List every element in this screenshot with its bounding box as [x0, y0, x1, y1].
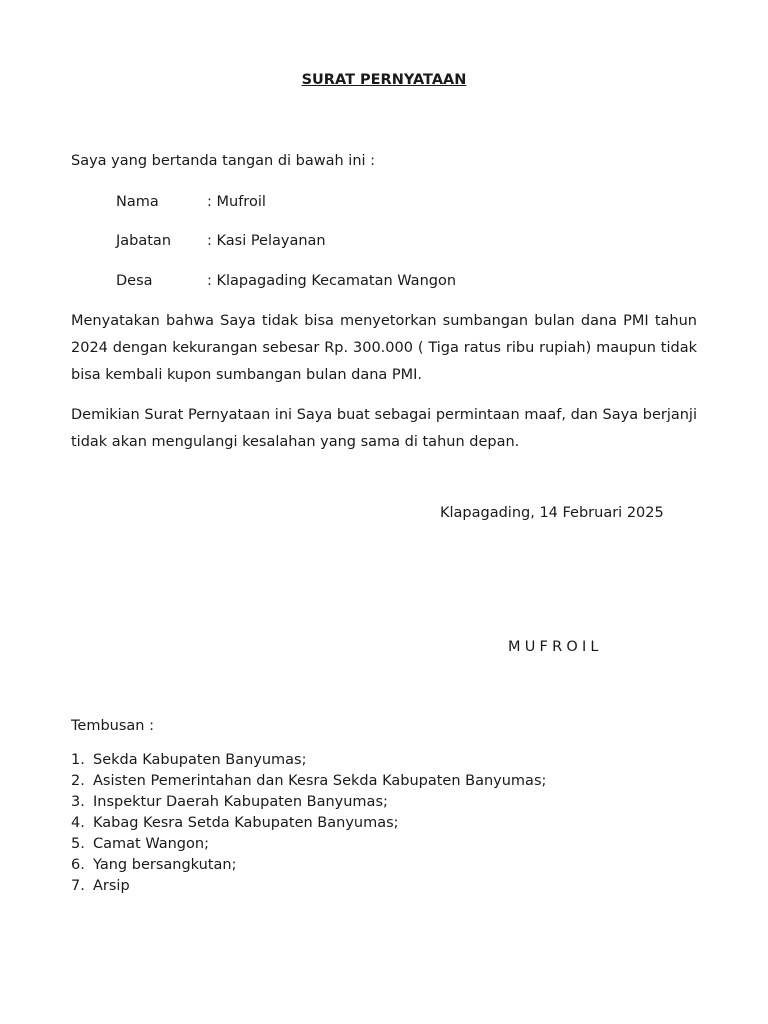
list-number: 6.	[71, 857, 85, 873]
list-number: 3.	[71, 794, 85, 810]
list-item	[71, 855, 546, 876]
signer-name: MUFROIL	[508, 639, 603, 655]
list-text: Yang bersangkutan;	[93, 857, 237, 873]
place-date: Klapagading, 14 Februari 2025	[440, 505, 664, 521]
list-number: 7.	[71, 878, 85, 894]
list-number: 1.	[71, 752, 85, 768]
document-title: SURAT PERNYATAAN	[301, 72, 467, 88]
list-text: Sekda Kabupaten Banyumas;	[93, 752, 307, 768]
field-label: Desa	[116, 273, 153, 289]
cc-list	[71, 750, 546, 897]
list-text: Inspektur Daerah Kabupaten Banyumas;	[93, 794, 388, 810]
field-label: Jabatan	[116, 233, 172, 249]
list-item	[71, 792, 546, 813]
list-number: 5.	[71, 836, 85, 852]
list-item	[71, 771, 546, 792]
field-value: : Kasi Pelayanan	[207, 233, 326, 249]
list-item	[71, 813, 546, 834]
field-value: : Klapagading Kecamatan Wangon	[207, 273, 457, 289]
cc-title: Tembusan :	[71, 718, 154, 734]
list-text: Kabag Kesra Setda Kabupaten Banyumas;	[93, 815, 399, 831]
intro-text: Saya yang bertanda tangan di bawah ini :	[71, 153, 376, 169]
list-number: 4.	[71, 815, 85, 831]
list-text: Asisten Pemerintahan dan Kesra Sekda Kabupaten Banyumas;	[93, 773, 547, 789]
list-item	[71, 876, 546, 897]
list-text: Arsip	[93, 878, 130, 894]
list-text: Camat Wangon;	[93, 836, 209, 852]
list-number: 2.	[71, 773, 85, 789]
closing-paragraph: Demikian Surat Pernyataan ini Saya buat sebagai permintaan maaf, dan Saya berjanji tidak akan mengulangi kesalahan yang sama di tahun depan.	[71, 407, 697, 450]
field-value: : Mufroil	[207, 194, 266, 210]
statement-paragraph: Menyatakan bahwa Saya tidak bisa menyetorkan sumbangan bulan dana PMI tahun 2024 dengan kekurangan sebesar Rp. 300.000 ( Tiga ratus ribu rupiah) maupun tidak bisa kembali kupon sumbangan bulan dana PMI.	[71, 313, 697, 383]
list-item	[71, 750, 546, 771]
list-item	[71, 834, 546, 855]
field-label: Nama	[116, 194, 159, 210]
